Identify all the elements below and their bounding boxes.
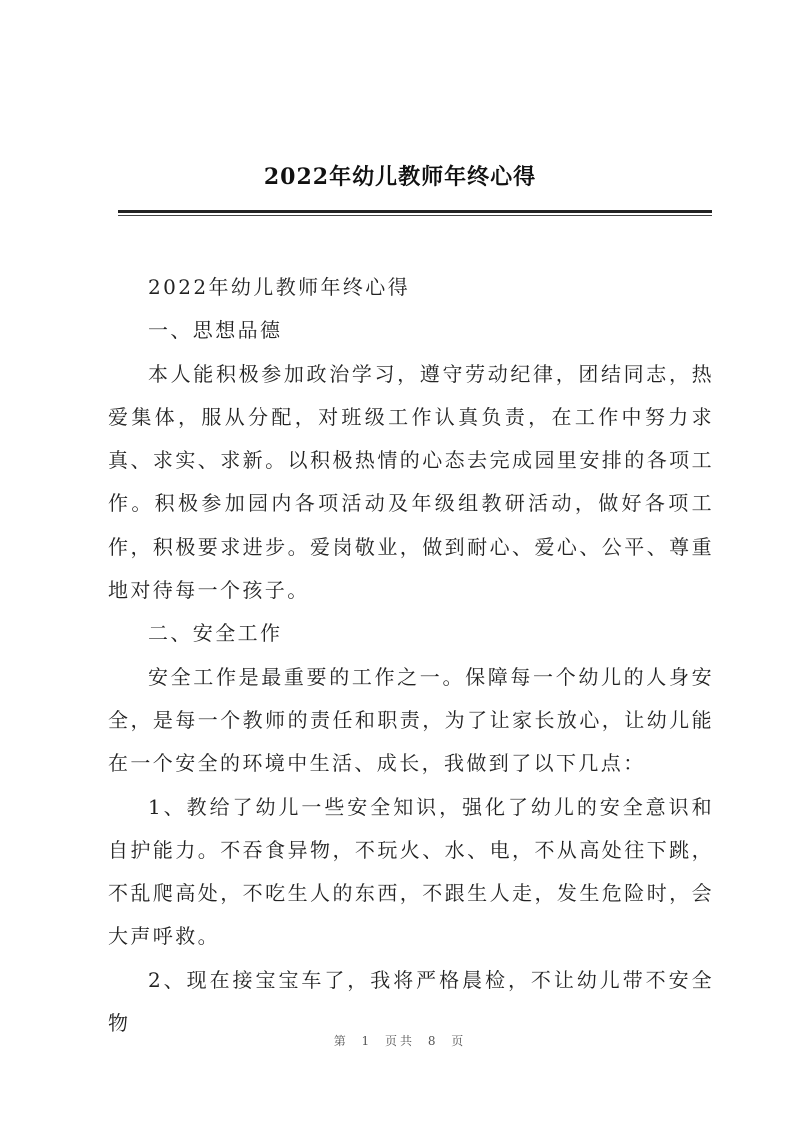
page-footer: 第 1 页共 8 页 <box>333 1034 467 1048</box>
paragraph-safety-intro: 安全工作是最重要的工作之一。保障每一个幼儿的人身安全，是每一个教师的责任和职责，为了让家长放心，让幼儿能在一个安全的环境中生活、成长，我做到了以下几点： <box>108 664 714 776</box>
document-body <box>108 266 714 1045</box>
title-divider-thin <box>118 215 712 216</box>
title-divider <box>118 210 712 213</box>
section-heading-ideology: 一、思想品德 <box>148 318 283 343</box>
document-title: 2022年幼儿教师年终心得 <box>263 164 537 190</box>
paragraph-subtitle: 2022年幼儿教师年终心得 <box>148 275 411 299</box>
section-heading-safety: 二、安全工作 <box>148 621 283 646</box>
paragraph-safety-item-2: 2、现在接宝宝车了，我将严格晨检，不让幼儿带不安全物 <box>108 967 714 1036</box>
paragraph-safety-item-1: 1、教给了幼儿一些安全知识，强化了幼儿的安全意识和自护能力。不吞食异物，不玩火、水、电，不从高处往下跳，不乱爬高处，不吃生人的东西，不跟生人走，发生危险时，会大声呼救。 <box>108 794 714 949</box>
paragraph-ideology: 本人能积极参加政治学习，遵守劳动纪律，团结同志，热爱集体，服从分配，对班级工作认真负责，在工作中努力求真、求实、求新。以积极热情的心态去完成园里安排的各项工作。积极参加园内各项活动及年级组教研活动，做好各项工作，积极要求进步。爱岗敬业，做到耐心、爱心、公平、尊重地对待每一个孩子。 <box>108 361 714 603</box>
